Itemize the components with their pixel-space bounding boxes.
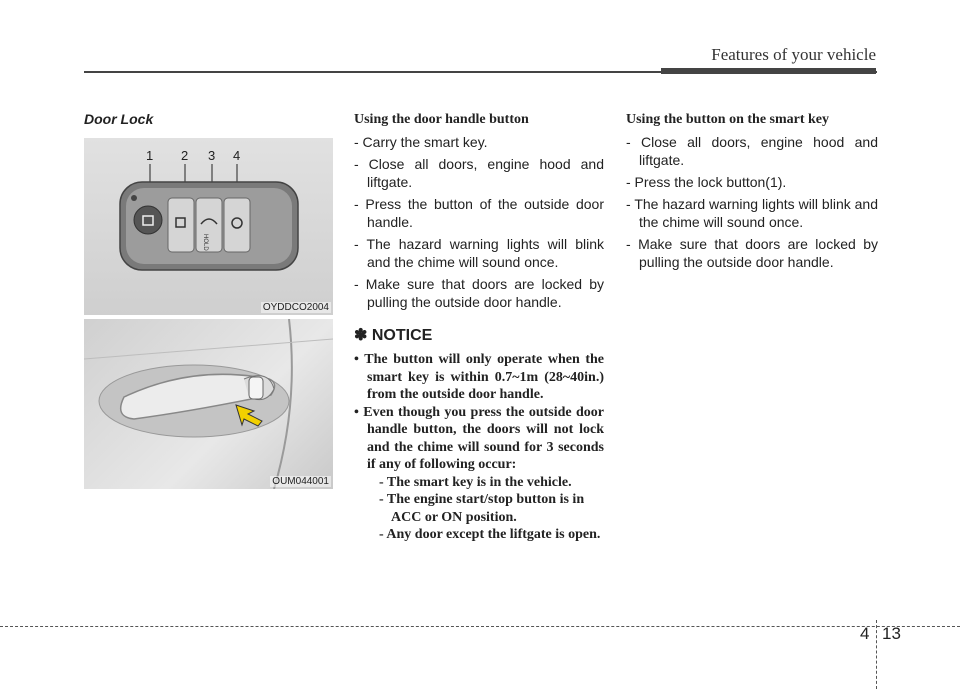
figure-code: OYDDCO2004 xyxy=(262,302,329,313)
smart-key-illustration xyxy=(84,138,333,315)
hold-label: HOLD xyxy=(202,234,208,251)
lock-button xyxy=(134,206,162,234)
callout-3: 3 xyxy=(208,148,216,163)
header-rule-thick xyxy=(661,68,876,74)
notice-subitem: - The smart key is in the vehicle. xyxy=(379,474,572,490)
door-handle-button xyxy=(249,377,263,399)
column3-heading: Using the button on the smart key xyxy=(626,112,830,127)
list-item: - Carry the smart key. xyxy=(354,134,488,150)
door-handle-figure xyxy=(84,319,333,489)
list-item: - Press the button of the outside door handle. xyxy=(354,196,604,230)
smart-key-figure xyxy=(84,138,333,315)
notice-heading: ✽ NOTICE xyxy=(354,327,433,344)
list-item: - The hazard warning lights will blink and the chime will sound once. xyxy=(354,236,604,270)
notice-subitem: - Any door except the liftgate is open. xyxy=(379,527,601,542)
notice-subitem: - The engine start/stop button is in ACC or ON position. xyxy=(379,492,585,525)
chapter-number: 4 xyxy=(860,624,870,643)
list-item: - Close all doors, engine hood and liftgate. xyxy=(354,156,604,190)
header-title: Features of your vehicle xyxy=(711,45,876,64)
panic-button xyxy=(224,198,250,252)
callout-4: 4 xyxy=(233,148,241,163)
list-item: - Press the lock button(1). xyxy=(626,174,787,190)
list-item: - Close all doors, engine hood and liftgate. xyxy=(626,134,878,168)
door-handle-illustration xyxy=(84,319,333,489)
list-item: - Make sure that doors are locked by pulling the outside door handle. xyxy=(626,236,878,270)
callout-1: 1 xyxy=(146,148,154,163)
notice-bullet: • Even though you press the outside door handle button, the doors will not lock and the chime will sound for 3 seconds if any of following occur: xyxy=(354,404,604,472)
page-number: 13 xyxy=(882,624,901,643)
list-item: - The hazard warning lights will blink and the chime will sound once. xyxy=(626,196,878,230)
door-handle-instructions xyxy=(354,111,604,544)
section-title: Door Lock xyxy=(84,111,154,127)
trunk-button xyxy=(196,198,222,252)
footer-rule xyxy=(0,626,960,627)
notice-bullet: • The button will only operate when the smart key is within 0.7~1m (28~40in.) from the outside door handle. xyxy=(354,352,604,402)
list-item: - Make sure that doors are locked by pulling the outside door handle. xyxy=(354,276,604,310)
column2-heading: Using the door handle button xyxy=(354,112,529,127)
callout-2: 2 xyxy=(181,148,189,163)
figure-code: OUM044001 xyxy=(272,476,329,487)
unlock-button xyxy=(168,198,194,252)
footer-divider xyxy=(876,620,877,689)
smart-key-instructions xyxy=(626,111,878,275)
